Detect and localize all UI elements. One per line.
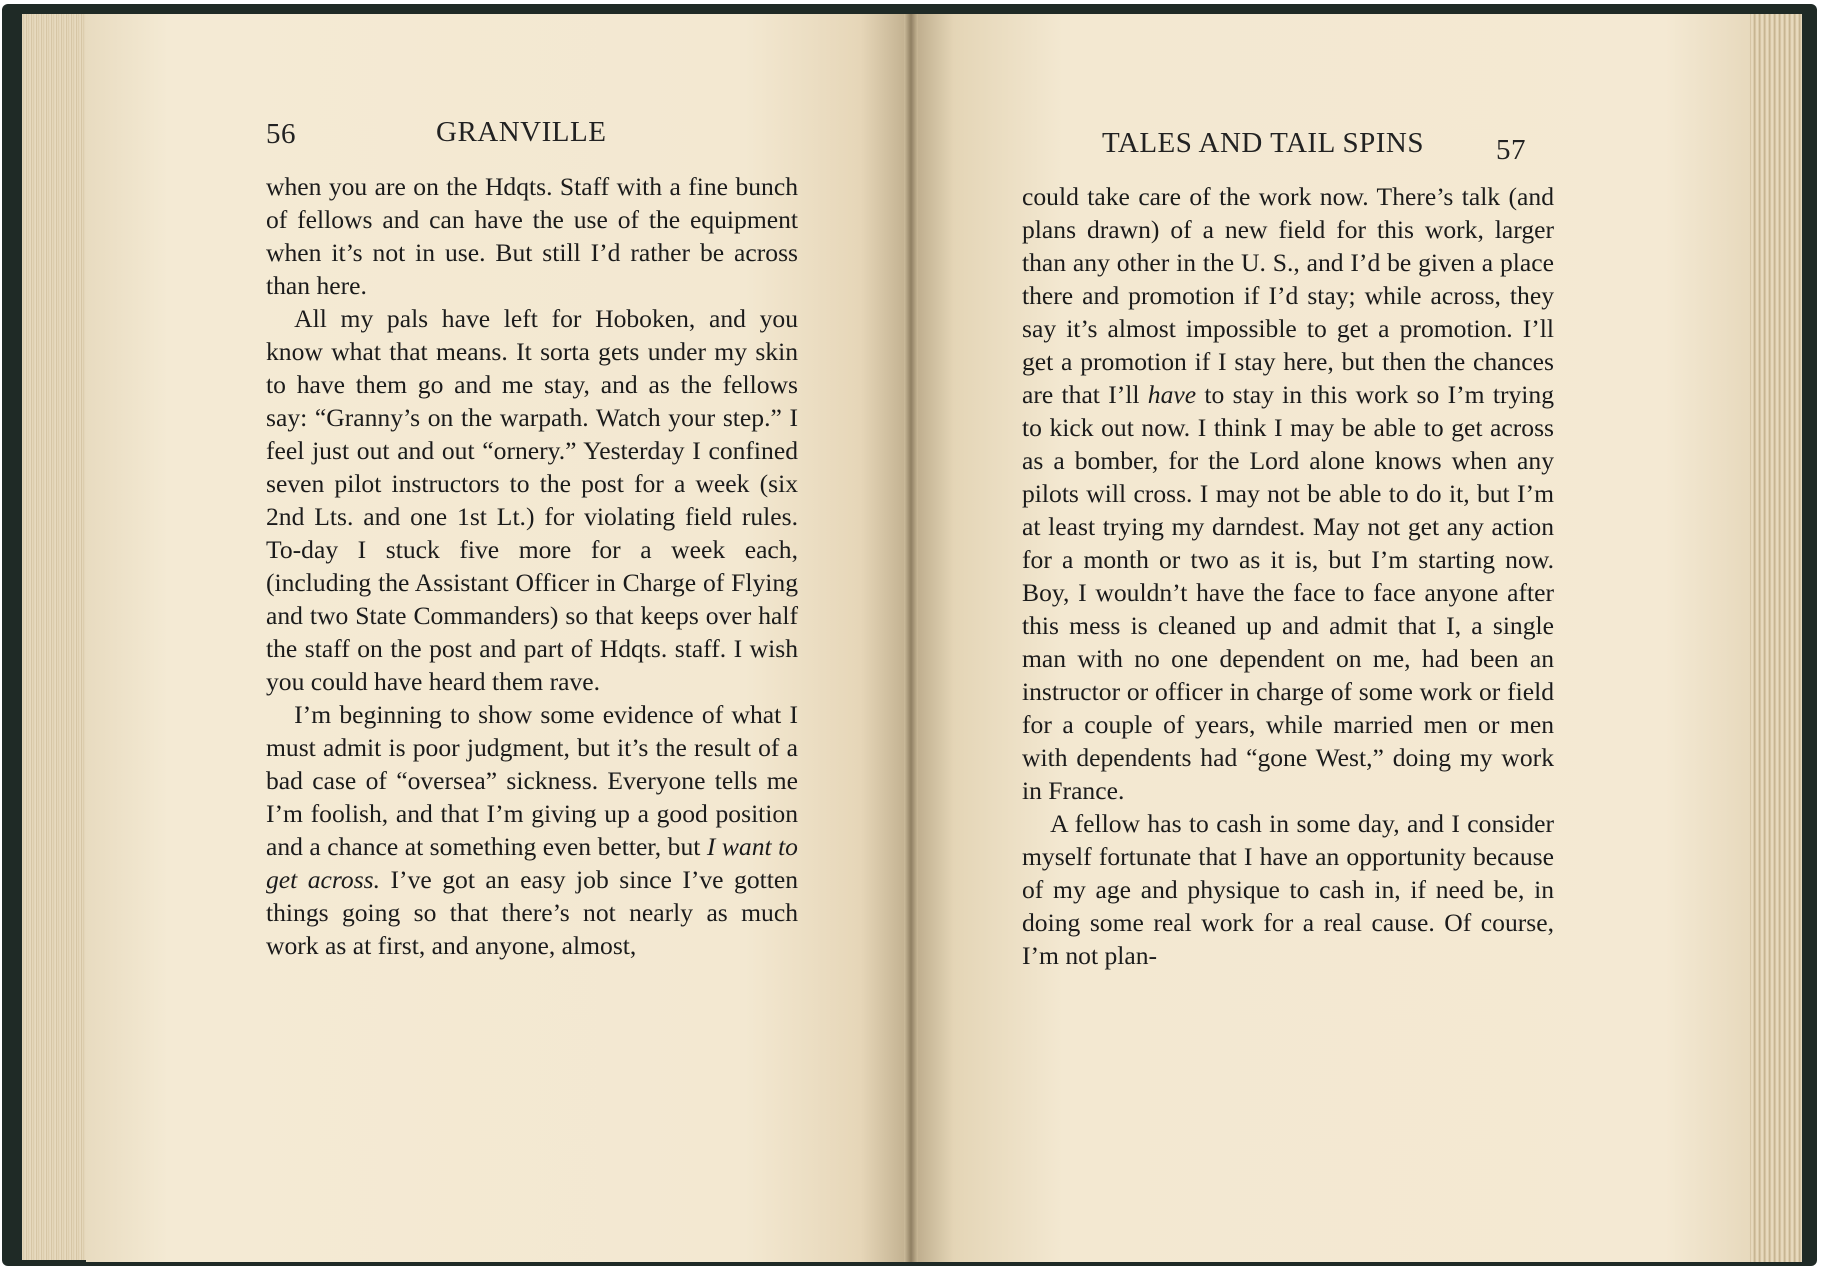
paragraph: [1022, 180, 1554, 807]
text-segment: when you are on the Hdqts. Staff with a fine bunch of fellows and can have the use of the equipment when it’s not in use. But still I’d rather be across than here.: [266, 172, 798, 300]
book-gutter: [904, 14, 918, 1262]
italic-text: have: [1147, 380, 1197, 409]
paragraph: [266, 302, 798, 698]
right-running-head: TALES AND TAIL SPINS: [1102, 127, 1424, 159]
paragraph: [266, 698, 798, 962]
left-page-edges: [22, 14, 94, 1260]
paragraph: [266, 170, 798, 302]
paragraph: [1022, 807, 1554, 972]
left-running-head: GRANVILLE: [436, 116, 607, 148]
text-segment: I’ve got an easy job since I’ve gotten things going so that there’s not nearly as much work as at first, and anyone, almost,: [266, 865, 798, 960]
text-segment: to stay in this work so I’m trying to kick out now. I think I may be able to get across as a bomber, for the Lord alone knows when any pilots will cross. I may not be able to do it, but I’m at least trying my darndest. May not get any action for a month or two as it is, but I’m starting now. Boy, I wouldn’t have the face to face anyone after this mess is cleaned up and admit that I, a single man with no one dependent on me, had been an instructor or officer in charge of some work or field for a couple of years, while married men or men with dependents had “gone West,” doing my work in France.: [1022, 380, 1554, 805]
text-segment: A fellow has to cash in some day, and I consider myself fortunate that I have an opportunity because of my age and physique to cash in, if need be, in doing some real work for a real cause. Of course, I’m not plan-: [1022, 809, 1554, 970]
left-page-number: 56: [266, 118, 296, 150]
text-segment: All my pals have left for Hoboken, and you know what that means. It sorta gets under my skin to have them go and me stay, and as the fellows say: “Granny’s on the warpath. Watch your step.” I feel just out and out “ornery.” Yesterday I confined seven pilot instructors to the post for a week (six 2nd Lts. and one 1st Lt.) for violating field rules. To-day I stuck five more for a week each, (including the Assistant Officer in Charge of Flying and two State Commanders) so that keeps over half the staff on the post and part of Hdqts. staff. I wish you could have heard them rave.: [266, 304, 798, 696]
italic-text: I want to get across.: [266, 832, 798, 894]
left-page-body: [266, 170, 798, 962]
right-page-body: [1022, 180, 1554, 972]
text-segment: I’m beginning to show some evidence of what I must admit is poor judgment, but it’s the result of a bad case of “oversea” sickness. Everyone tells me I’m foolish, and that I’m giving up a good position and a chance at something even better, but: [266, 700, 798, 861]
text-segment: could take care of the work now. There’s talk (and plans drawn) of a new field for this work, larger than any other in the U. S., and I’d be given a place there and promotion if I’d stay; while across, they say it’s almost impossible to get a promotion. I’ll get a promotion if I stay here, but then the chances are that I’ll: [1022, 182, 1554, 409]
right-page-number: 57: [1496, 134, 1526, 166]
